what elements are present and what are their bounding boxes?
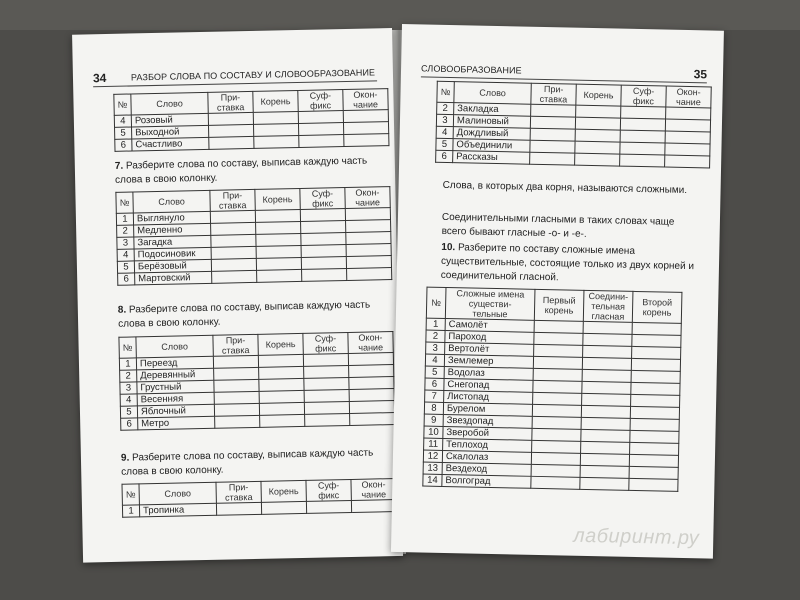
row-number: 2	[437, 102, 454, 114]
row-number: 9	[424, 414, 443, 426]
answer-cell[interactable]	[257, 269, 302, 282]
task-number: 7.	[114, 160, 124, 172]
row-number: 8	[424, 402, 443, 414]
word-cell: Самолёт	[445, 318, 534, 332]
answer-cell[interactable]	[620, 130, 665, 143]
answer-cell[interactable]	[304, 365, 349, 378]
answer-cell[interactable]	[256, 221, 301, 234]
word-cell: Грустный	[137, 380, 214, 394]
answer-cell[interactable]	[532, 416, 581, 429]
word-cell: Землемер	[444, 354, 533, 368]
answer-cell[interactable]	[349, 365, 394, 378]
answer-cell[interactable]	[629, 466, 678, 479]
row-number: 4	[114, 115, 131, 127]
answer-cell[interactable]	[214, 391, 259, 404]
task-number: 10.	[441, 241, 456, 254]
answer-cell[interactable]	[253, 111, 298, 124]
answer-cell[interactable]	[533, 368, 582, 381]
answer-cell[interactable]	[632, 322, 681, 335]
column-header: №	[426, 287, 446, 318]
answer-cell[interactable]	[302, 269, 347, 282]
answer-cell[interactable]	[259, 378, 304, 391]
row-number: 4	[120, 394, 137, 406]
column-header: Корень	[253, 90, 298, 112]
answer-cell[interactable]	[208, 112, 253, 125]
word-cell: Снегопад	[444, 378, 533, 392]
answer-cell[interactable]	[304, 389, 349, 402]
word-cell: Объединили	[453, 139, 530, 153]
answer-cell[interactable]	[214, 367, 259, 380]
answer-cell[interactable]	[298, 123, 343, 136]
row-number: 2	[426, 330, 445, 342]
word-cell: Выходной	[132, 125, 209, 139]
column-header: Первый корень	[534, 289, 584, 321]
word-cell: Мартовский	[135, 271, 212, 285]
row-number: 5	[115, 127, 132, 139]
column-header: №	[116, 192, 133, 213]
answer-cell[interactable]	[581, 417, 630, 430]
answer-cell[interactable]	[533, 356, 582, 369]
column-header: При- ставка	[213, 334, 258, 356]
answer-cell[interactable]	[580, 477, 629, 490]
answer-cell[interactable]	[211, 222, 256, 235]
answer-cell[interactable]	[300, 209, 345, 222]
word-cell: Деревянный	[137, 368, 214, 382]
left-header	[93, 64, 377, 87]
answer-cell[interactable]	[582, 381, 631, 394]
row-number: 4	[117, 249, 134, 261]
answer-cell[interactable]	[531, 476, 580, 489]
answer-cell[interactable]	[213, 355, 258, 368]
answer-cell[interactable]	[346, 244, 391, 257]
answer-cell[interactable]	[214, 379, 259, 392]
page-number: 35	[693, 67, 708, 82]
row-number: 4	[436, 126, 453, 138]
answer-cell[interactable]	[621, 106, 666, 119]
answer-cell[interactable]	[581, 441, 630, 454]
answer-cell[interactable]	[630, 442, 679, 455]
answer-cell[interactable]	[632, 346, 681, 359]
task-9	[121, 446, 386, 480]
row-number: 4	[425, 354, 444, 366]
answer-cell[interactable]	[254, 135, 299, 148]
answer-cell[interactable]	[530, 152, 575, 165]
answer-cell[interactable]	[343, 110, 388, 123]
answer-cell[interactable]	[531, 104, 576, 117]
page-number: 34	[92, 70, 107, 86]
answer-cell[interactable]	[259, 390, 304, 403]
column-header: Суф- фикс	[621, 85, 666, 107]
answer-cell[interactable]	[305, 413, 350, 426]
row-number: 1	[116, 213, 133, 225]
row-number: 5	[436, 138, 453, 150]
word-cell: Подосиновик	[134, 247, 211, 261]
column-header: Суф- фикс	[300, 188, 345, 210]
row-number: 5	[425, 366, 444, 378]
answer-cell[interactable]	[575, 141, 620, 154]
answer-cell[interactable]	[211, 246, 256, 259]
answer-cell[interactable]	[630, 430, 679, 443]
table-task8	[118, 331, 395, 431]
word-cell: Зверобой	[443, 426, 532, 440]
answer-cell[interactable]	[533, 392, 582, 405]
answer-cell[interactable]	[304, 401, 349, 414]
answer-cell[interactable]	[583, 345, 632, 358]
row-number: 2	[120, 370, 137, 382]
answer-cell[interactable]	[531, 464, 580, 477]
answer-cell[interactable]	[620, 142, 665, 155]
answer-cell[interactable]	[665, 143, 710, 156]
word-cell: Листопад	[444, 390, 533, 404]
table-task10	[422, 287, 682, 492]
answer-cell[interactable]	[620, 118, 665, 131]
word-cell: Загадка	[134, 235, 211, 249]
word-cell: Выглянуло	[133, 211, 210, 225]
answer-cell[interactable]	[580, 453, 629, 466]
column-header: Корень	[258, 333, 303, 355]
row-number: 6	[121, 418, 138, 430]
column-header: Соедини- тельная гласная	[583, 290, 633, 322]
word-cell: Розовый	[131, 113, 208, 127]
row-number: 10	[424, 426, 443, 438]
column-header: Суф- фикс	[306, 479, 351, 501]
column-header: №	[437, 81, 454, 102]
answer-cell[interactable]	[346, 232, 391, 245]
answer-cell[interactable]	[259, 366, 304, 379]
answer-cell[interactable]	[299, 135, 344, 148]
row-number: 11	[424, 438, 443, 450]
answer-cell[interactable]	[344, 134, 389, 147]
column-header: Корень	[255, 188, 300, 210]
column-header: Окон- чание	[348, 332, 393, 354]
answer-cell[interactable]	[532, 440, 581, 453]
task-text: Разберите слова по составу, выписав каждую часть слова в свою колонку.	[121, 447, 374, 478]
table-task6-continued	[113, 88, 389, 152]
word-cell: Весенняя	[137, 392, 214, 406]
answer-cell[interactable]	[214, 403, 259, 416]
answer-cell[interactable]	[629, 454, 678, 467]
answer-cell[interactable]	[306, 500, 351, 513]
word-cell: Бурелом	[443, 402, 532, 416]
column-header: При- ставка	[216, 481, 261, 503]
word-cell: Дождливый	[453, 127, 530, 141]
column-header: №	[114, 94, 131, 115]
table-task6-continued	[435, 81, 712, 169]
answer-cell[interactable]	[534, 344, 583, 357]
answer-cell[interactable]	[208, 124, 253, 137]
answer-cell[interactable]	[583, 333, 632, 346]
column-header: Второй корень	[632, 291, 682, 323]
task-text: Разберите по составу сложные имена существительные, состоящие только из двух корней и соединительной гласной.	[440, 242, 695, 284]
answer-cell[interactable]	[630, 406, 679, 419]
answer-cell[interactable]	[259, 402, 304, 415]
row-number: 6	[115, 139, 132, 151]
answer-cell[interactable]	[216, 502, 261, 515]
answer-cell[interactable]	[582, 357, 631, 370]
answer-cell[interactable]	[301, 233, 346, 246]
watermark: лабиринт.ру	[573, 524, 700, 550]
column-header: При- ставка	[531, 83, 576, 105]
answer-cell[interactable]	[209, 136, 254, 149]
row-number: 1	[426, 318, 445, 330]
column-header: Сложные имена существи- тельные	[445, 287, 535, 320]
column-header: Окон- чание	[351, 479, 396, 501]
column-header: №	[119, 337, 136, 358]
answer-cell[interactable]	[530, 128, 575, 141]
row-number: 3	[426, 342, 445, 354]
word-cell: Рассказы	[453, 151, 530, 165]
running-title: РАЗБОР СЛОВА ПО СОСТАВУ И СЛОВООБРАЗОВАНИЕ	[130, 67, 376, 83]
row-number: 7	[425, 390, 444, 402]
table-task9	[121, 478, 397, 518]
row-number: 1	[122, 505, 139, 517]
answer-cell[interactable]	[304, 377, 349, 390]
row-number: 6	[436, 150, 453, 162]
word-cell: Водолаз	[444, 366, 533, 380]
word-cell: Теплоход	[443, 438, 532, 452]
answer-cell[interactable]	[349, 377, 394, 390]
right-header	[421, 60, 707, 83]
answer-cell[interactable]	[256, 233, 301, 246]
row-number: 5	[120, 406, 137, 418]
row-number: 14	[423, 474, 442, 486]
word-cell: Вездеход	[442, 462, 531, 476]
answer-cell[interactable]	[582, 369, 631, 382]
column-header: Окон- чание	[345, 187, 390, 209]
answer-cell[interactable]	[256, 245, 301, 258]
answer-cell[interactable]	[253, 123, 298, 136]
column-header: Слово	[133, 190, 210, 213]
column-header: Слово	[136, 335, 213, 358]
answer-cell[interactable]	[575, 153, 620, 166]
answer-cell[interactable]	[346, 256, 391, 269]
answer-cell[interactable]	[211, 234, 256, 247]
word-cell: Волгоград	[442, 474, 531, 488]
row-number: 13	[423, 462, 442, 474]
task-10	[441, 241, 700, 288]
column-header: Суф- фикс	[298, 90, 343, 112]
answer-cell[interactable]	[255, 209, 300, 222]
row-number: 6	[425, 378, 444, 390]
row-number: 12	[423, 450, 442, 462]
answer-cell[interactable]	[343, 122, 388, 135]
answer-cell[interactable]	[581, 429, 630, 442]
answer-cell[interactable]	[258, 354, 303, 367]
row-number: 3	[436, 114, 453, 126]
answer-cell[interactable]	[576, 105, 621, 118]
answer-cell[interactable]	[261, 501, 306, 514]
word-cell: Звездопад	[443, 414, 532, 428]
column-header: При- ставка	[208, 91, 253, 113]
answer-cell[interactable]	[211, 258, 256, 271]
word-cell: Скалолаз	[442, 450, 531, 464]
task-text: Разберите слова по составу, выписав каждую часть слова в свою колонку.	[115, 155, 368, 186]
answer-cell[interactable]	[631, 370, 680, 383]
task-text: Разберите слова по составу, выписав каждую часть слова в свою колонку.	[118, 299, 371, 330]
column-header: Слово	[139, 482, 216, 505]
word-cell: Метро	[138, 416, 215, 430]
answer-cell[interactable]	[256, 257, 301, 270]
answer-cell[interactable]	[301, 245, 346, 258]
answer-cell[interactable]	[532, 428, 581, 441]
word-cell: Берёзовый	[134, 259, 211, 273]
answer-cell[interactable]	[583, 321, 632, 334]
answer-cell[interactable]	[665, 119, 710, 132]
answer-cell[interactable]	[582, 393, 631, 406]
answer-cell[interactable]	[533, 380, 582, 393]
answer-cell[interactable]	[210, 210, 255, 223]
word-cell: Счастливо	[132, 137, 209, 151]
task-7	[115, 154, 380, 188]
answer-cell[interactable]	[631, 382, 680, 395]
answer-cell[interactable]	[303, 353, 348, 366]
answer-cell[interactable]	[575, 117, 620, 130]
word-cell: Яблочный	[137, 404, 214, 418]
left-page	[72, 28, 403, 563]
answer-cell[interactable]	[534, 320, 583, 333]
task-8	[118, 298, 383, 332]
answer-cell[interactable]	[530, 116, 575, 129]
rule-paragraph-1: Слова, в которых два корня, называются сложными.	[442, 179, 688, 197]
word-cell: Медленно	[134, 223, 211, 237]
answer-cell[interactable]	[301, 257, 346, 270]
word-cell: Вертолёт	[445, 342, 534, 356]
answer-cell[interactable]	[629, 478, 678, 491]
row-number: 5	[117, 261, 134, 273]
column-header: Слово	[454, 82, 531, 105]
right-page	[391, 24, 724, 559]
answer-cell[interactable]	[581, 405, 630, 418]
row-number: 6	[118, 273, 135, 285]
answer-cell[interactable]	[532, 404, 581, 417]
row-number: 3	[117, 237, 134, 249]
answer-cell[interactable]	[665, 131, 710, 144]
word-cell: Пароход	[445, 330, 534, 344]
answer-cell[interactable]	[631, 394, 680, 407]
column-header: Суф- фикс	[303, 332, 348, 354]
row-number: 3	[120, 382, 137, 394]
answer-cell[interactable]	[630, 418, 679, 431]
column-header: Корень	[261, 480, 306, 502]
answer-cell[interactable]	[351, 500, 396, 513]
answer-cell[interactable]	[212, 270, 257, 283]
word-cell: Переезд	[136, 356, 213, 370]
answer-cell[interactable]	[346, 220, 391, 233]
column-header: №	[122, 484, 139, 505]
answer-cell[interactable]	[345, 208, 390, 221]
answer-cell[interactable]	[632, 334, 681, 347]
answer-cell[interactable]	[620, 154, 665, 167]
answer-cell[interactable]	[347, 268, 392, 281]
answer-cell[interactable]	[530, 140, 575, 153]
answer-cell[interactable]	[349, 401, 394, 414]
answer-cell[interactable]	[575, 129, 620, 142]
task-number: 8.	[117, 304, 127, 316]
word-cell: Малиновый	[453, 115, 530, 129]
column-header: Слово	[131, 92, 208, 115]
answer-cell[interactable]	[298, 111, 343, 124]
column-header: Окон- чание	[343, 89, 388, 111]
table-task7	[115, 186, 392, 286]
answer-cell[interactable]	[631, 358, 680, 371]
column-header: Окон- чание	[666, 86, 711, 108]
answer-cell[interactable]	[666, 107, 711, 120]
task-number: 9.	[120, 452, 130, 464]
running-title: СЛОВООБРАЗОВАНИЕ	[420, 63, 522, 76]
answer-cell[interactable]	[260, 414, 305, 427]
word-cell: Закладка	[454, 103, 531, 117]
answer-cell[interactable]	[301, 221, 346, 234]
column-header: Корень	[576, 84, 621, 106]
row-number: 1	[119, 358, 136, 370]
column-header: При- ставка	[210, 189, 255, 211]
answer-cell[interactable]	[531, 452, 580, 465]
rule-paragraph-2: Соединительными гласными в таких словах чаще всего бывают гласные -о- и -е-.	[441, 211, 675, 240]
answer-cell[interactable]	[665, 155, 710, 168]
answer-cell[interactable]	[348, 353, 393, 366]
row-number: 2	[117, 225, 134, 237]
background-top	[0, 0, 800, 30]
answer-cell[interactable]	[350, 413, 395, 426]
answer-cell[interactable]	[580, 465, 629, 478]
answer-cell[interactable]	[534, 332, 583, 345]
word-cell: Тропинка	[139, 503, 216, 517]
answer-cell[interactable]	[215, 415, 260, 428]
answer-cell[interactable]	[349, 389, 394, 402]
